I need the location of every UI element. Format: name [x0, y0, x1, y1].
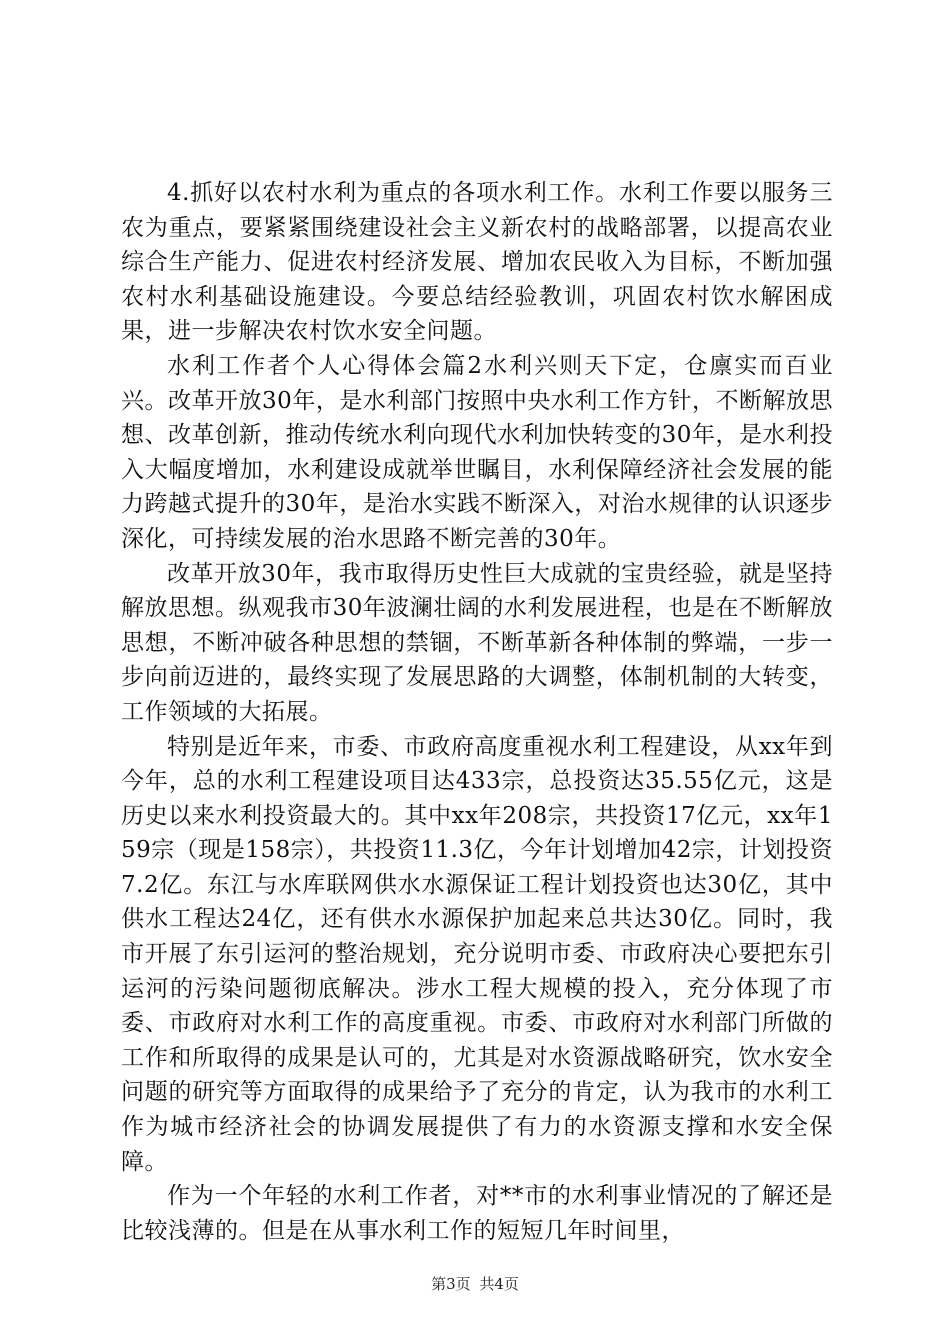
paragraph-3: 改革开放30年，我市取得历史性巨大成就的宝贵经验，就是坚持解放思想。纵观我市30年波澜壮阔的水利发展进程，也是在不断解放思想，不断冲破各种思想的禁锢，不断革新各种体制的弊端，一步一步向前迈进的，最终实现了发展思路的大调整，体制机制的大转变，工作领域的大拓展。	[121, 560, 833, 725]
paragraph-4: 特别是近年来，市委、市政府高度重视水利工程建设，从xx年到今年，总的水利工程建设项目达433宗，总投资达35.55亿元，这是历史以来水利投资最大的。其中xx年208宗，共投资17亿元，xx年159宗（现是158宗），共投资11.3亿，今年计划增加42宗，计划投资7.2亿。东江与水库联网供水水源保证工程计划投资也达30亿，其中供水工程达24亿，还有供水水源保护加起来总共达30亿。同时，我市开展了东引运河的整治规划，充分说明市委、市政府决心要把东引运河的污染问题彻底解决。涉水工程大规模的投入，充分体现了市委、市政府对水利工作的高度重视。市委、市政府对水利部门所做的工作和所取得的成果是认可的，尤其是对水资源战略研究，饮水安全问题的研究等方面取得的成果给予了充分的肯定，认为我市的水利工作为城市经济社会的协调发展提供了有力的水资源支撑和水安全保障。	[121, 733, 833, 1175]
page-footer	[0, 1274, 950, 1294]
page-total: 共4页	[479, 1275, 519, 1293]
paragraph-5: 作为一个年轻的水利工作者，对**市的水利事业情况的了解还是比较浅薄的。但是在从事水利工作的短短几年时间里，	[121, 1183, 833, 1244]
page-number: 第3页	[431, 1275, 471, 1293]
paragraph-2: 水利工作者个人心得体会篇2水利兴则天下定，仓廪实而百业兴。改革开放30年，是水利部门按照中央水利工作方针，不断解放思想、改革创新，推动传统水利向现代水利加快转变的30年，是水利投入大幅度增加，水利建设成就举世瞩目，水利保障经济社会发展的能力跨越式提升的30年，是治水实践不断深入，对治水规律的认识逐步深化，可持续发展的治水思路不断完善的30年。	[121, 352, 833, 552]
document-body	[121, 176, 833, 1248]
paragraph-1: 4.抓好以农村水利为重点的各项水利工作。水利工作要以服务三农为重点，要紧紧围绕建设社会主义新农村的战略部署，以提高农业综合生产能力、促进农村经济发展、增加农民收入为目标，不断加强农村水利基础设施建设。今要总结经验教训，巩固农村饮水解困成果，进一步解决农村饮水安全问题。	[121, 180, 833, 345]
